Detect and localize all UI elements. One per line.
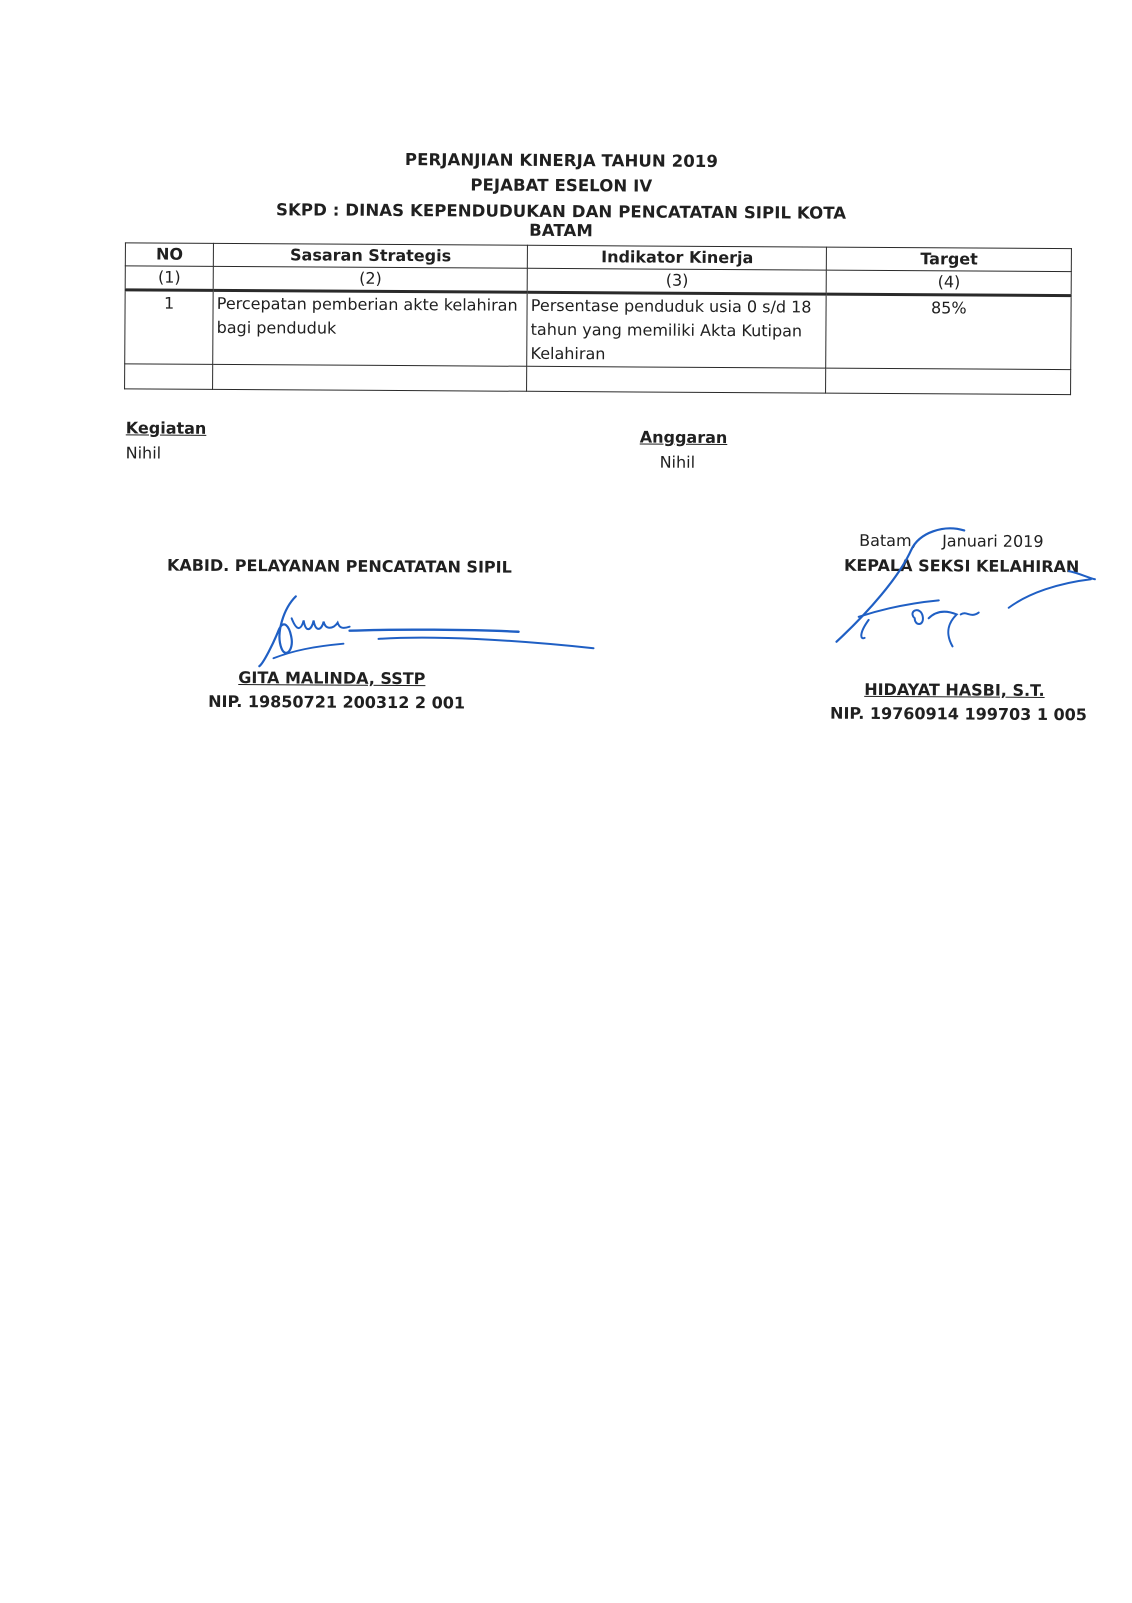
right-signatory-nip: NIP. 19760914 199703 1 005 (830, 703, 1088, 725)
column-number-4: (4) (827, 270, 1072, 295)
table-row-empty (125, 364, 1071, 395)
header-indikator: Indikator Kinerja (528, 245, 827, 270)
cell-indikator: Persentase penduduk usia 0 s/d 18 tahun yang memiliki Akta Kutipan Kelahiran (527, 292, 827, 368)
left-signatory-nip: NIP. 19850721 200312 2 001 (208, 691, 466, 713)
document-agency: SKPD : DINAS KEPENDUDUKAN DAN PENCATATAN SIPIL KOTA BATAM (276, 200, 847, 241)
cell-no: 1 (125, 290, 214, 365)
empty-cell (527, 366, 826, 393)
header-target: Target (827, 247, 1072, 271)
anggaran-label: Anggaran (639, 427, 728, 448)
right-signatory-name: HIDAYAT HASBI, S.T. (864, 679, 1045, 700)
empty-cell (826, 368, 1071, 394)
document-subtitle: PEJABAT ESELON IV (470, 175, 653, 196)
empty-cell (125, 364, 213, 390)
empty-cell (213, 364, 527, 391)
table-row (125, 290, 1071, 370)
column-number-3: (3) (527, 268, 826, 294)
document-title: PERJANJIAN KINERJA TAHUN 2019 (404, 150, 719, 171)
kegiatan-value: Nihil (125, 443, 162, 463)
left-signatory-name: GITA MALINDA, SSTP (238, 668, 426, 689)
cell-target: 85% (826, 294, 1071, 369)
cell-sasaran: Percepatan pemberian akte kelahiran bagi penduduk (213, 290, 528, 366)
left-signatory-title: KABID. PELAYANAN PENCATATAN SIPIL (166, 555, 512, 577)
header-sasaran: Sasaran Strategis (213, 243, 527, 268)
column-number-2: (2) (213, 266, 527, 292)
left-signature-icon (253, 588, 604, 680)
column-number-1: (1) (125, 266, 213, 291)
place-date: Batam, Januari 2019 (859, 530, 1044, 551)
right-signatory-title: KEPALA SEKSI KELAHIRAN (843, 555, 1080, 577)
anggaran-value: Nihil (659, 452, 696, 472)
kegiatan-label: Kegiatan (125, 418, 207, 438)
performance-table (124, 242, 1072, 395)
header-no: NO (125, 243, 213, 267)
right-signature-icon (828, 522, 1099, 654)
